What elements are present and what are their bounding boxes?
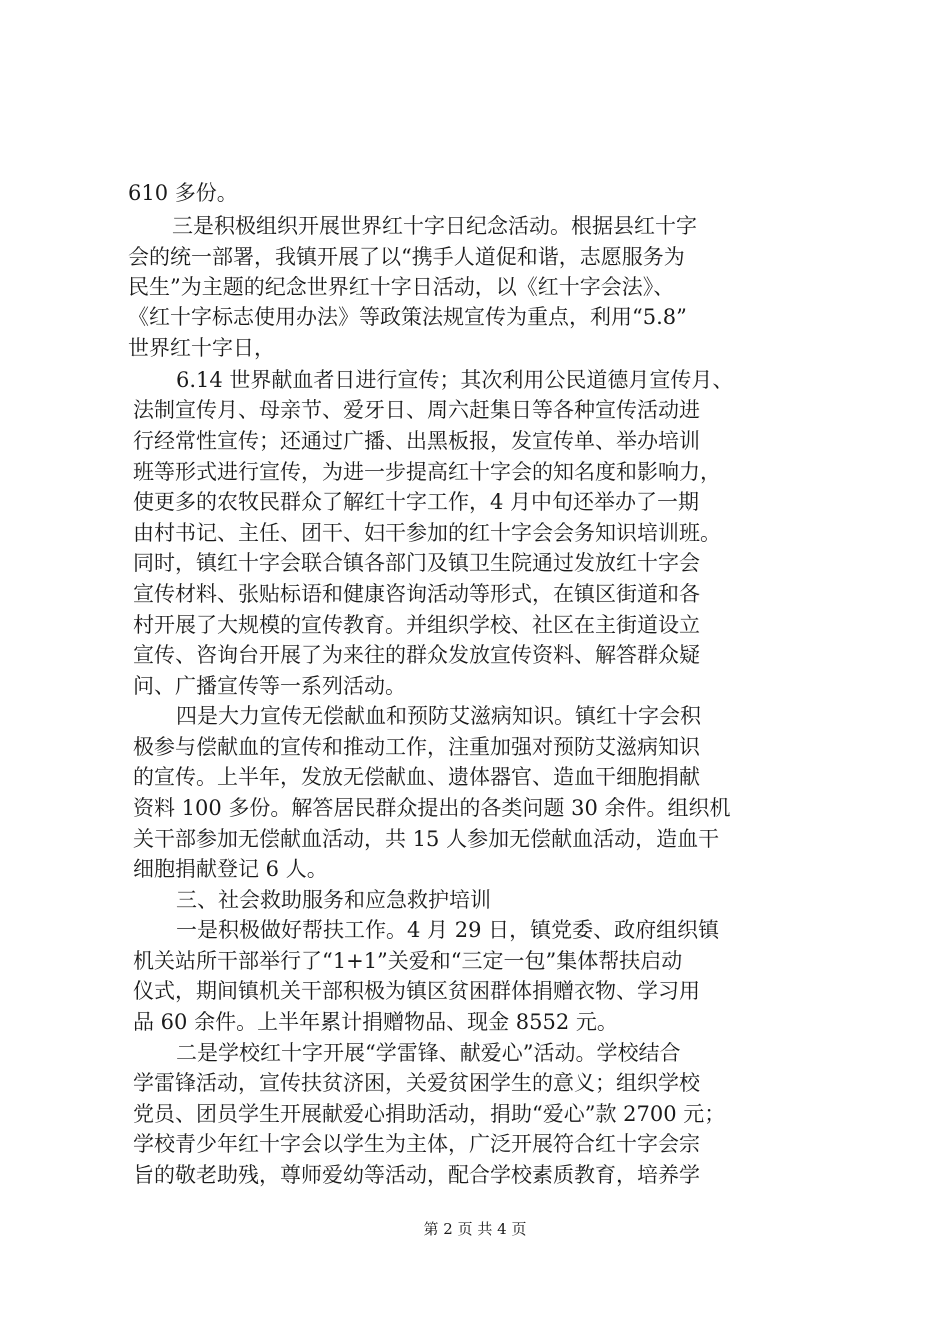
text-line: 世界红十字日， bbox=[128, 336, 275, 360]
text-line: 极参与偿献血的宣传和推动工作，注重加强对预防艾滋病知识 bbox=[133, 735, 700, 759]
text-line: 使更多的农牧民群众了解红十字工作，4 月中旬还举办了一期 bbox=[133, 490, 700, 514]
text-line: 细胞捐献登记 6 人。 bbox=[133, 857, 328, 881]
text-line: 610 多份。 bbox=[128, 181, 238, 205]
text-line: 学雷锋活动，宣传扶贫济困，关爱贫困学生的意义；组织学校 bbox=[133, 1071, 700, 1095]
text-line: 同时，镇红十字会联合镇各部门及镇卫生院通过发放红十字会 bbox=[133, 551, 700, 575]
text-line: 法制宣传月、母亲节、爱牙日、周六赶集日等各种宣传活动进 bbox=[133, 398, 700, 422]
text-line: 由村书记、主任、团干、妇干参加的红十字会会务知识培训班。 bbox=[133, 521, 721, 545]
text-line: 会的统一部署，我镇开展了以“携手人道促和谐，志愿服务为 bbox=[128, 245, 685, 269]
text-line: 资料 100 多份。解答居民群众提出的各类问题 30 余件。组织机 bbox=[133, 796, 731, 820]
text-line: 行经常性宣传；还通过广播、出黑板报，发宣传单、举办培训 bbox=[133, 429, 700, 453]
text-line: 机关站所干部举行了“1+1”关爱和“三定一包”集体帮扶启动 bbox=[133, 949, 683, 973]
text-line: 《红十字标志使用办法》等政策法规宣传为重点，利用“5.8” bbox=[128, 305, 687, 329]
text-line: 品 60 余件。上半年累计捐赠物品、现金 8552 元。 bbox=[133, 1010, 618, 1034]
text-line: 班等形式进行宣传，为进一步提高红十字会的知名度和影响力， bbox=[133, 460, 721, 484]
page-footer: 第 2 页 共 4 页 bbox=[423, 1220, 527, 1238]
section-heading: 三、社会救助服务和应急救护培训 bbox=[176, 888, 491, 912]
text-line: 学校青少年红十字会以学生为主体，广泛开展符合红十字会宗 bbox=[133, 1132, 700, 1156]
text-line: 旨的敬老助残，尊师爱幼等活动，配合学校素质教育，培养学 bbox=[133, 1163, 700, 1187]
text-line: 党员、团员学生开展献爱心捐助活动，捐助“爱心”款 2700 元； bbox=[133, 1102, 726, 1126]
text-line: 6.14 世界献血者日进行宣传；其次利用公民道德月宣传月、 bbox=[176, 368, 734, 392]
text-line: 问、广播宣传等一系列活动。 bbox=[133, 674, 406, 698]
text-line: 仪式，期间镇机关干部积极为镇区贫困群体捐赠衣物、学习用 bbox=[133, 979, 700, 1003]
text-line: 的宣传。上半年，发放无偿献血、遗体器官、造血干细胞捐献 bbox=[133, 765, 700, 789]
text-line: 宣传材料、张贴标语和健康咨询活动等形式，在镇区街道和各 bbox=[133, 582, 700, 606]
text-line: 关干部参加无偿献血活动，共 15 人参加无偿献血活动，造血干 bbox=[133, 827, 720, 851]
text-line: 村开展了大规模的宣传教育。并组织学校、社区在主街道设立 bbox=[133, 613, 700, 637]
text-line: 宣传、咨询台开展了为来往的群众发放宣传资料、解答群众疑 bbox=[133, 643, 700, 667]
text-line: 一是积极做好帮扶工作。4 月 29 日，镇党委、政府组织镇 bbox=[176, 918, 720, 942]
text-line: 二是学校红十字开展“学雷锋、献爱心”活动。学校结合 bbox=[176, 1041, 681, 1065]
text-line: 三是积极组织开展世界红十字日纪念活动。根据县红十字 bbox=[172, 214, 697, 238]
text-line: 四是大力宣传无偿献血和预防艾滋病知识。镇红十字会积 bbox=[176, 704, 701, 728]
text-line: 民生”为主题的纪念世界红十字日活动，以《红十字会法》、 bbox=[128, 275, 675, 299]
